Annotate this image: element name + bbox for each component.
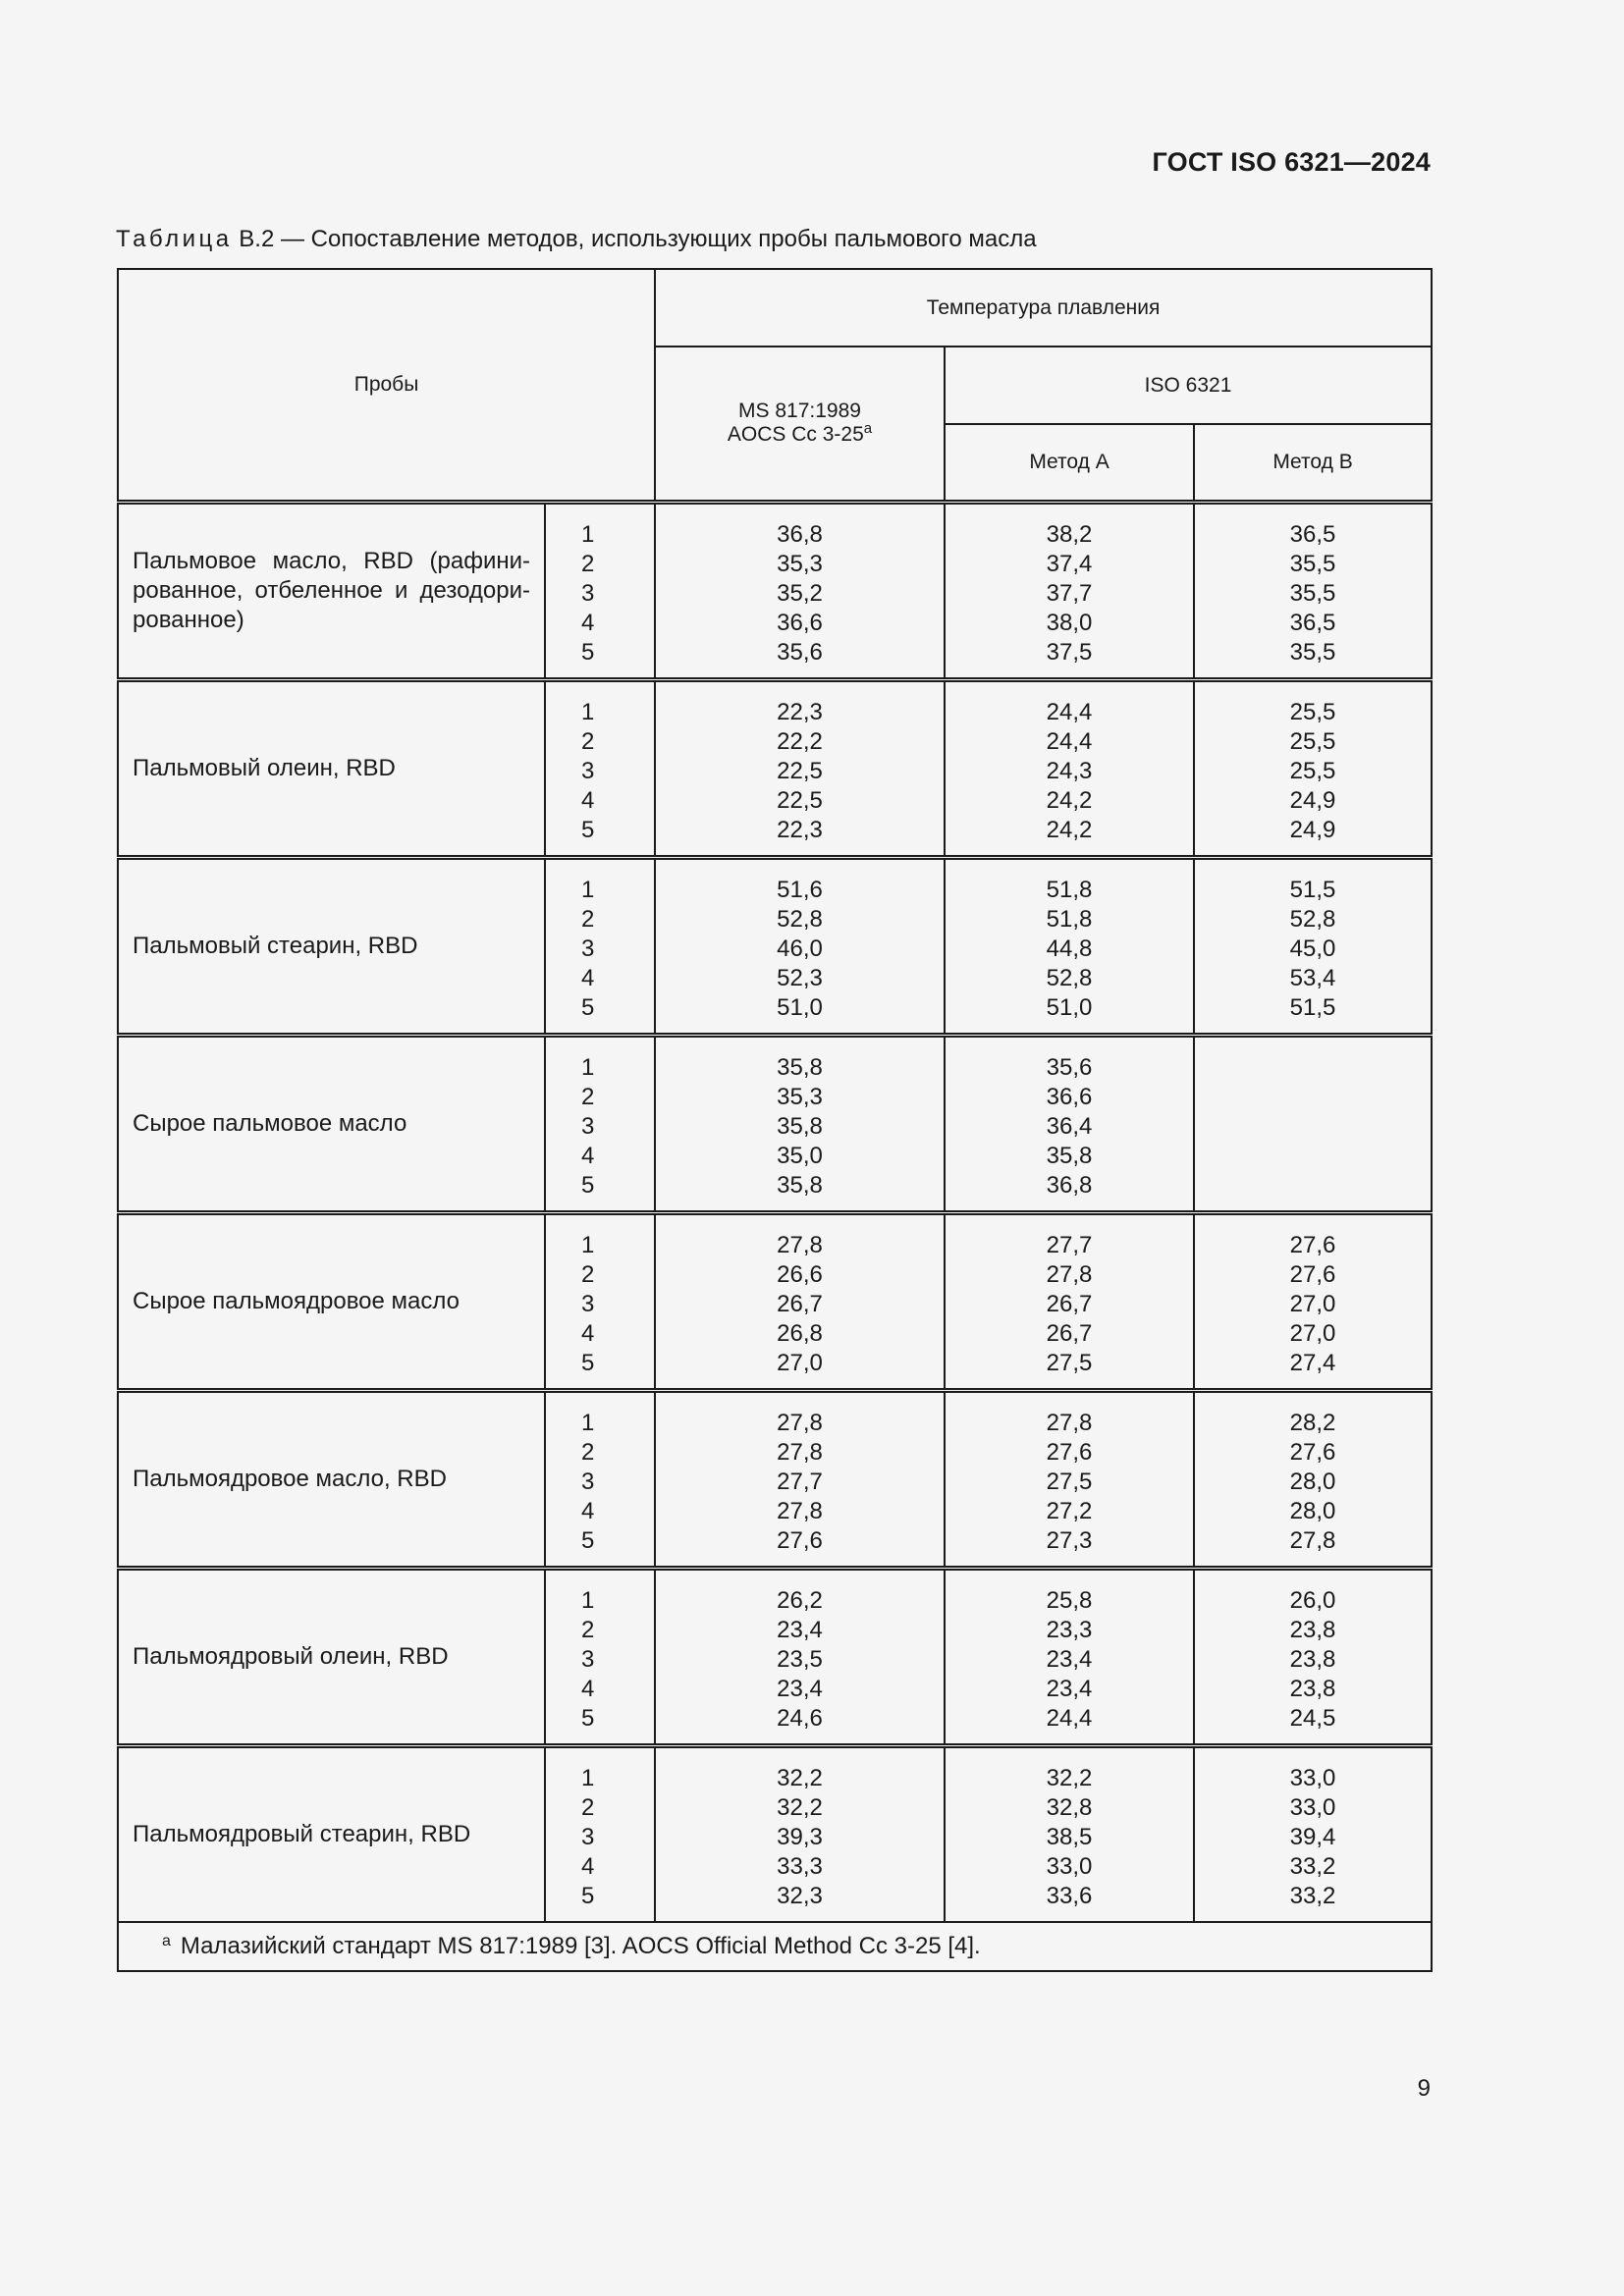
- method-a-value-value: 37,5: [1046, 638, 1093, 666]
- method-a-value: [945, 679, 1194, 857]
- method-a-value: [945, 1212, 1194, 1390]
- method-a-value-value: 51,8: [1046, 905, 1093, 933]
- sample-name-line: Пальмовое масло, RBD (рафини-: [133, 547, 530, 574]
- method-a-value-value: 26,7: [1046, 1319, 1093, 1347]
- method-a-value-value: 35,6: [1046, 1053, 1093, 1081]
- ms-817-value: [655, 1035, 945, 1212]
- header-method-b: Метод B: [1194, 424, 1432, 502]
- method-a-value-value: 35,8: [1046, 1142, 1093, 1169]
- method-a-value-value: 37,4: [1046, 550, 1093, 577]
- sample-name: Пальмовый олеин, RBD: [118, 679, 545, 857]
- sample-number-value: 4: [581, 609, 595, 636]
- method-a-value: [945, 1035, 1194, 1212]
- ms-817-value-value: 26,6: [777, 1260, 823, 1288]
- method-a-value-value: 27,5: [1046, 1468, 1093, 1495]
- sample-number-value: 1: [581, 698, 595, 725]
- sample-number-value: 1: [581, 1409, 595, 1436]
- sample-number-value: 2: [581, 1793, 595, 1821]
- method-a-value-value: 33,6: [1046, 1882, 1093, 1909]
- ms-817-value-value: 27,7: [777, 1468, 823, 1495]
- method-b-value-value: 33,2: [1289, 1852, 1336, 1880]
- ms-817-value-value: 32,2: [777, 1793, 823, 1821]
- method-a-value-value: 52,8: [1046, 964, 1093, 991]
- method-b-value-value: 28,0: [1289, 1468, 1336, 1495]
- table-row: [118, 502, 1432, 679]
- ms-817-value-value: 26,7: [777, 1290, 823, 1317]
- sample-number-value: 3: [581, 934, 595, 962]
- method-a-value-value: 24,2: [1046, 786, 1093, 814]
- method-b-value-value: 24,9: [1289, 816, 1336, 843]
- method-a-value-value: 27,8: [1046, 1409, 1093, 1436]
- ms-817-value-value: 27,8: [777, 1497, 823, 1524]
- sample-number-value: 1: [581, 876, 595, 903]
- sample-number-value: 5: [581, 1882, 595, 1909]
- method-b-value-value: 24,5: [1289, 1704, 1336, 1732]
- table-row: [118, 1745, 1432, 1922]
- method-b-value-value: 51,5: [1289, 876, 1336, 903]
- sample-number-value: 2: [581, 1083, 595, 1110]
- method-b-value: [1194, 1745, 1432, 1922]
- ms-817-value-value: 35,8: [777, 1171, 823, 1199]
- method-b-value-value: 33,2: [1289, 1882, 1336, 1909]
- method-b-value-value: 25,5: [1289, 757, 1336, 784]
- table-row: [118, 1212, 1432, 1390]
- sample-name-line: рованное, отбеленное и дезодори-: [133, 576, 530, 604]
- method-a-value-value: 37,7: [1046, 579, 1093, 607]
- sample-number: [545, 1212, 655, 1390]
- method-b-value-value: 45,0: [1289, 934, 1336, 962]
- sample-name: Пальмоядровый олеин, RBD: [118, 1568, 545, 1745]
- method-b-value: [1194, 1212, 1432, 1390]
- method-b-value: [1194, 1035, 1432, 1212]
- method-b-value-value: 27,6: [1289, 1231, 1336, 1258]
- ms-817-value: [655, 1745, 945, 1922]
- sample-number-value: 1: [581, 1764, 595, 1791]
- ms-817-value-value: 22,3: [777, 816, 823, 843]
- method-a-value-value: 24,2: [1046, 816, 1093, 843]
- sample-number-value: 4: [581, 1142, 595, 1169]
- method-a-value-value: 27,5: [1046, 1349, 1093, 1376]
- method-b-value-value: 25,5: [1289, 698, 1336, 725]
- method-b-value-value: 35,5: [1289, 579, 1336, 607]
- sample-number-value: 3: [581, 1112, 595, 1140]
- method-b-value-value: 23,8: [1289, 1645, 1336, 1673]
- sample-number-value: 2: [581, 905, 595, 933]
- ms-817-value-value: 26,8: [777, 1319, 823, 1347]
- sample-name: Пальмоядровое масло, RBD: [118, 1390, 545, 1568]
- method-a-value-value: 25,8: [1046, 1586, 1093, 1614]
- ms-817-value-value: 35,8: [777, 1112, 823, 1140]
- sample-number-value: 3: [581, 1645, 595, 1673]
- sample-number-value: 5: [581, 1349, 595, 1376]
- method-a-value-value: 24,4: [1046, 698, 1093, 725]
- sample-number-value: 5: [581, 993, 595, 1021]
- ms-817-value-value: 51,6: [777, 876, 823, 903]
- sample-number-value: 1: [581, 1053, 595, 1081]
- sample-number-value: 5: [581, 816, 595, 843]
- sample-number-value: 5: [581, 638, 595, 666]
- method-b-value-value: 27,6: [1289, 1260, 1336, 1288]
- method-b-value-value: 28,2: [1289, 1409, 1336, 1436]
- method-a-value-value: 23,4: [1046, 1675, 1093, 1702]
- ms-817-value-value: 23,5: [777, 1645, 823, 1673]
- sample-number-value: 5: [581, 1171, 595, 1199]
- table-row: [118, 1568, 1432, 1745]
- sample-number-value: 2: [581, 1438, 595, 1466]
- melting-point-table: [117, 268, 1433, 1972]
- method-b-value-value: 53,4: [1289, 964, 1336, 991]
- method-b-value-value: 28,0: [1289, 1497, 1336, 1524]
- method-a-value-value: 23,3: [1046, 1616, 1093, 1643]
- sample-number-value: 4: [581, 786, 595, 814]
- method-b-value: [1194, 679, 1432, 857]
- method-a-value-value: 38,2: [1046, 520, 1093, 548]
- table-row: [118, 857, 1432, 1035]
- ms-817-value-value: 22,3: [777, 698, 823, 725]
- sample-name: Сырое пальмоядровое масло: [118, 1212, 545, 1390]
- footnote-text: Малазийский стандарт MS 817:1989 [3]. AOCS Official Method Cc 3-25 [4].: [180, 1932, 981, 1959]
- method-b-value-value: 27,0: [1289, 1319, 1336, 1347]
- table-row: [118, 679, 1432, 857]
- sample-name: [118, 502, 545, 679]
- ms-817-value-value: 35,8: [777, 1053, 823, 1081]
- method-a-value-value: 23,4: [1046, 1645, 1093, 1673]
- method-a-value-value: 36,8: [1046, 1171, 1093, 1199]
- ms-817-value-value: 35,3: [777, 1083, 823, 1110]
- method-a-value: [945, 1568, 1194, 1745]
- ms-817-value-value: 35,0: [777, 1142, 823, 1169]
- ms-817-value-value: 35,6: [777, 638, 823, 666]
- method-b-value-value: 23,8: [1289, 1616, 1336, 1643]
- method-a-value-value: 32,2: [1046, 1764, 1093, 1791]
- sample-number-value: 4: [581, 1497, 595, 1524]
- table-footnote: [118, 1922, 1432, 1971]
- sample-number-value: 2: [581, 550, 595, 577]
- method-a-value-value: 24,3: [1046, 757, 1093, 784]
- sample-number-value: 3: [581, 1290, 595, 1317]
- sample-number-value: 3: [581, 579, 595, 607]
- ms-817-value-value: 32,2: [777, 1764, 823, 1791]
- ms-817-value-value: 33,3: [777, 1852, 823, 1880]
- method-b-value-value: 27,8: [1289, 1526, 1336, 1554]
- method-b-value: [1194, 857, 1432, 1035]
- method-a-value-value: 24,4: [1046, 727, 1093, 755]
- ms-817-value: [655, 502, 945, 679]
- method-a-value-value: 51,0: [1046, 993, 1093, 1021]
- sample-number-value: 2: [581, 1616, 595, 1643]
- method-b-value: [1194, 1568, 1432, 1745]
- method-a-value: [945, 1390, 1194, 1568]
- table-caption-text: В.2 — Сопоставление методов, использующих пробы пальмового масла: [239, 226, 1037, 252]
- method-a-value-value: 51,8: [1046, 876, 1093, 903]
- ms-817-value: [655, 1568, 945, 1745]
- method-b-value-value: 52,8: [1289, 905, 1336, 933]
- header-ms-line1: MS 817:1989: [738, 400, 861, 423]
- sample-number-value: 3: [581, 757, 595, 784]
- document-code: ГОСТ ISO 6321—2024: [1152, 147, 1431, 177]
- sample-name: Пальмовый стеарин, RBD: [118, 857, 545, 1035]
- ms-817-value-value: 36,6: [777, 609, 823, 636]
- sample-name: Сырое пальмовое масло: [118, 1035, 545, 1212]
- ms-817-value-value: 27,8: [777, 1231, 823, 1258]
- ms-817-value: [655, 1212, 945, 1390]
- header-ms-line2: AOCS Cc 3-25$^a$: [727, 420, 873, 447]
- method-a-value-value: 27,6: [1046, 1438, 1093, 1466]
- method-a-value-value: 26,7: [1046, 1290, 1093, 1317]
- ms-817-value-value: 26,2: [777, 1586, 823, 1614]
- method-a-value: [945, 502, 1194, 679]
- sample-number-value: 5: [581, 1704, 595, 1732]
- method-b-value-value: 35,5: [1289, 638, 1336, 666]
- ms-817-value-value: 35,3: [777, 550, 823, 577]
- ms-817-value-value: 22,2: [777, 727, 823, 755]
- method-a-value-value: 27,2: [1046, 1497, 1093, 1524]
- method-b-value-value: 27,6: [1289, 1438, 1336, 1466]
- ms-817-value-value: 27,8: [777, 1438, 823, 1466]
- header-samples: Пробы: [118, 269, 655, 502]
- sample-number: [545, 502, 655, 679]
- header-ms-aocs: [655, 347, 945, 502]
- ms-817-value-value: 32,3: [777, 1882, 823, 1909]
- sample-number-value: 4: [581, 1319, 595, 1347]
- sample-number: [545, 1035, 655, 1212]
- sample-number-value: 3: [581, 1823, 595, 1850]
- method-a-value-value: 44,8: [1046, 934, 1093, 962]
- method-a-value-value: 24,4: [1046, 1704, 1093, 1732]
- ms-817-value-value: 52,3: [777, 964, 823, 991]
- ms-817-value-value: 22,5: [777, 757, 823, 784]
- sample-number-value: 3: [581, 1468, 595, 1495]
- sample-name: Пальмоядровый стеарин, RBD: [118, 1745, 545, 1922]
- footnote-ref: a: [863, 420, 873, 438]
- sample-number: [545, 1390, 655, 1568]
- method-b-value-value: 27,0: [1289, 1290, 1336, 1317]
- footnote-row: [118, 1922, 1432, 1971]
- sample-number: [545, 1745, 655, 1922]
- ms-817-value-value: 46,0: [777, 934, 823, 962]
- sample-number: [545, 1568, 655, 1745]
- method-b-value-value: 26,0: [1289, 1586, 1336, 1614]
- ms-817-value-value: 35,2: [777, 579, 823, 607]
- method-a-value: [945, 1745, 1194, 1922]
- method-b-value-value: 27,4: [1289, 1349, 1336, 1376]
- sample-number: [545, 857, 655, 1035]
- method-a-value-value: 38,5: [1046, 1823, 1093, 1850]
- table-caption-label: Таблица: [116, 226, 233, 252]
- method-b-value-value: 39,4: [1289, 1823, 1336, 1850]
- ms-817-value-value: 27,6: [777, 1526, 823, 1554]
- ms-817-value: [655, 857, 945, 1035]
- ms-817-value: [655, 1390, 945, 1568]
- method-a-value-value: 36,4: [1046, 1112, 1093, 1140]
- table-row: [118, 1390, 1432, 1568]
- method-b-value-value: 35,5: [1289, 550, 1336, 577]
- method-a-value-value: 36,6: [1046, 1083, 1093, 1110]
- table-caption: [116, 226, 1037, 253]
- method-b-value: [1194, 1390, 1432, 1568]
- method-a-value-value: 27,8: [1046, 1260, 1093, 1288]
- method-b-value-value: 23,8: [1289, 1675, 1336, 1702]
- method-b-value-value: 33,0: [1289, 1793, 1336, 1821]
- table-row: [118, 1035, 1432, 1212]
- method-a-value-value: 32,8: [1046, 1793, 1093, 1821]
- sample-number-value: 1: [581, 1586, 595, 1614]
- header-melting-temperature: Температура плавления: [655, 269, 1432, 347]
- method-a-value-value: 27,3: [1046, 1526, 1093, 1554]
- method-b-value-value: 36,5: [1289, 609, 1336, 636]
- page-number: 9: [1417, 2075, 1431, 2102]
- ms-817-value-value: 27,8: [777, 1409, 823, 1436]
- ms-817-value-value: 23,4: [777, 1616, 823, 1643]
- ms-817-value-value: 27,0: [777, 1349, 823, 1376]
- ms-817-value-value: 52,8: [777, 905, 823, 933]
- header-method-a: Метод A: [945, 424, 1194, 502]
- method-a-value-value: 38,0: [1046, 609, 1093, 636]
- ms-817-value-value: 23,4: [777, 1675, 823, 1702]
- method-b-value-value: 25,5: [1289, 727, 1336, 755]
- sample-number-value: 5: [581, 1526, 595, 1554]
- sample-number-value: 2: [581, 1260, 595, 1288]
- sample-number-value: 1: [581, 520, 595, 548]
- sample-number-value: 4: [581, 1675, 595, 1702]
- ms-817-value-value: 22,5: [777, 786, 823, 814]
- method-b-value: [1194, 502, 1432, 679]
- ms-817-value-value: 51,0: [777, 993, 823, 1021]
- sample-number-value: 4: [581, 964, 595, 991]
- sample-name-line: рованное): [133, 606, 244, 633]
- method-b-value-value: 36,5: [1289, 520, 1336, 548]
- method-a-value-value: 33,0: [1046, 1852, 1093, 1880]
- sample-number: [545, 679, 655, 857]
- footnote-mark: a: [162, 1932, 171, 1949]
- sample-number-value: 2: [581, 727, 595, 755]
- method-b-value-value: 33,0: [1289, 1764, 1336, 1791]
- sample-number-value: 1: [581, 1231, 595, 1258]
- method-a-value: [945, 857, 1194, 1035]
- ms-817-value-value: 36,8: [777, 520, 823, 548]
- sample-number-value: 4: [581, 1852, 595, 1880]
- ms-817-value: [655, 679, 945, 857]
- ms-817-value-value: 39,3: [777, 1823, 823, 1850]
- method-b-value-value: 51,5: [1289, 993, 1336, 1021]
- ms-817-value-value: 24,6: [777, 1704, 823, 1732]
- method-a-value-value: 27,7: [1046, 1231, 1093, 1258]
- header-iso-6321: ISO 6321: [945, 347, 1432, 424]
- method-b-value-value: 24,9: [1289, 786, 1336, 814]
